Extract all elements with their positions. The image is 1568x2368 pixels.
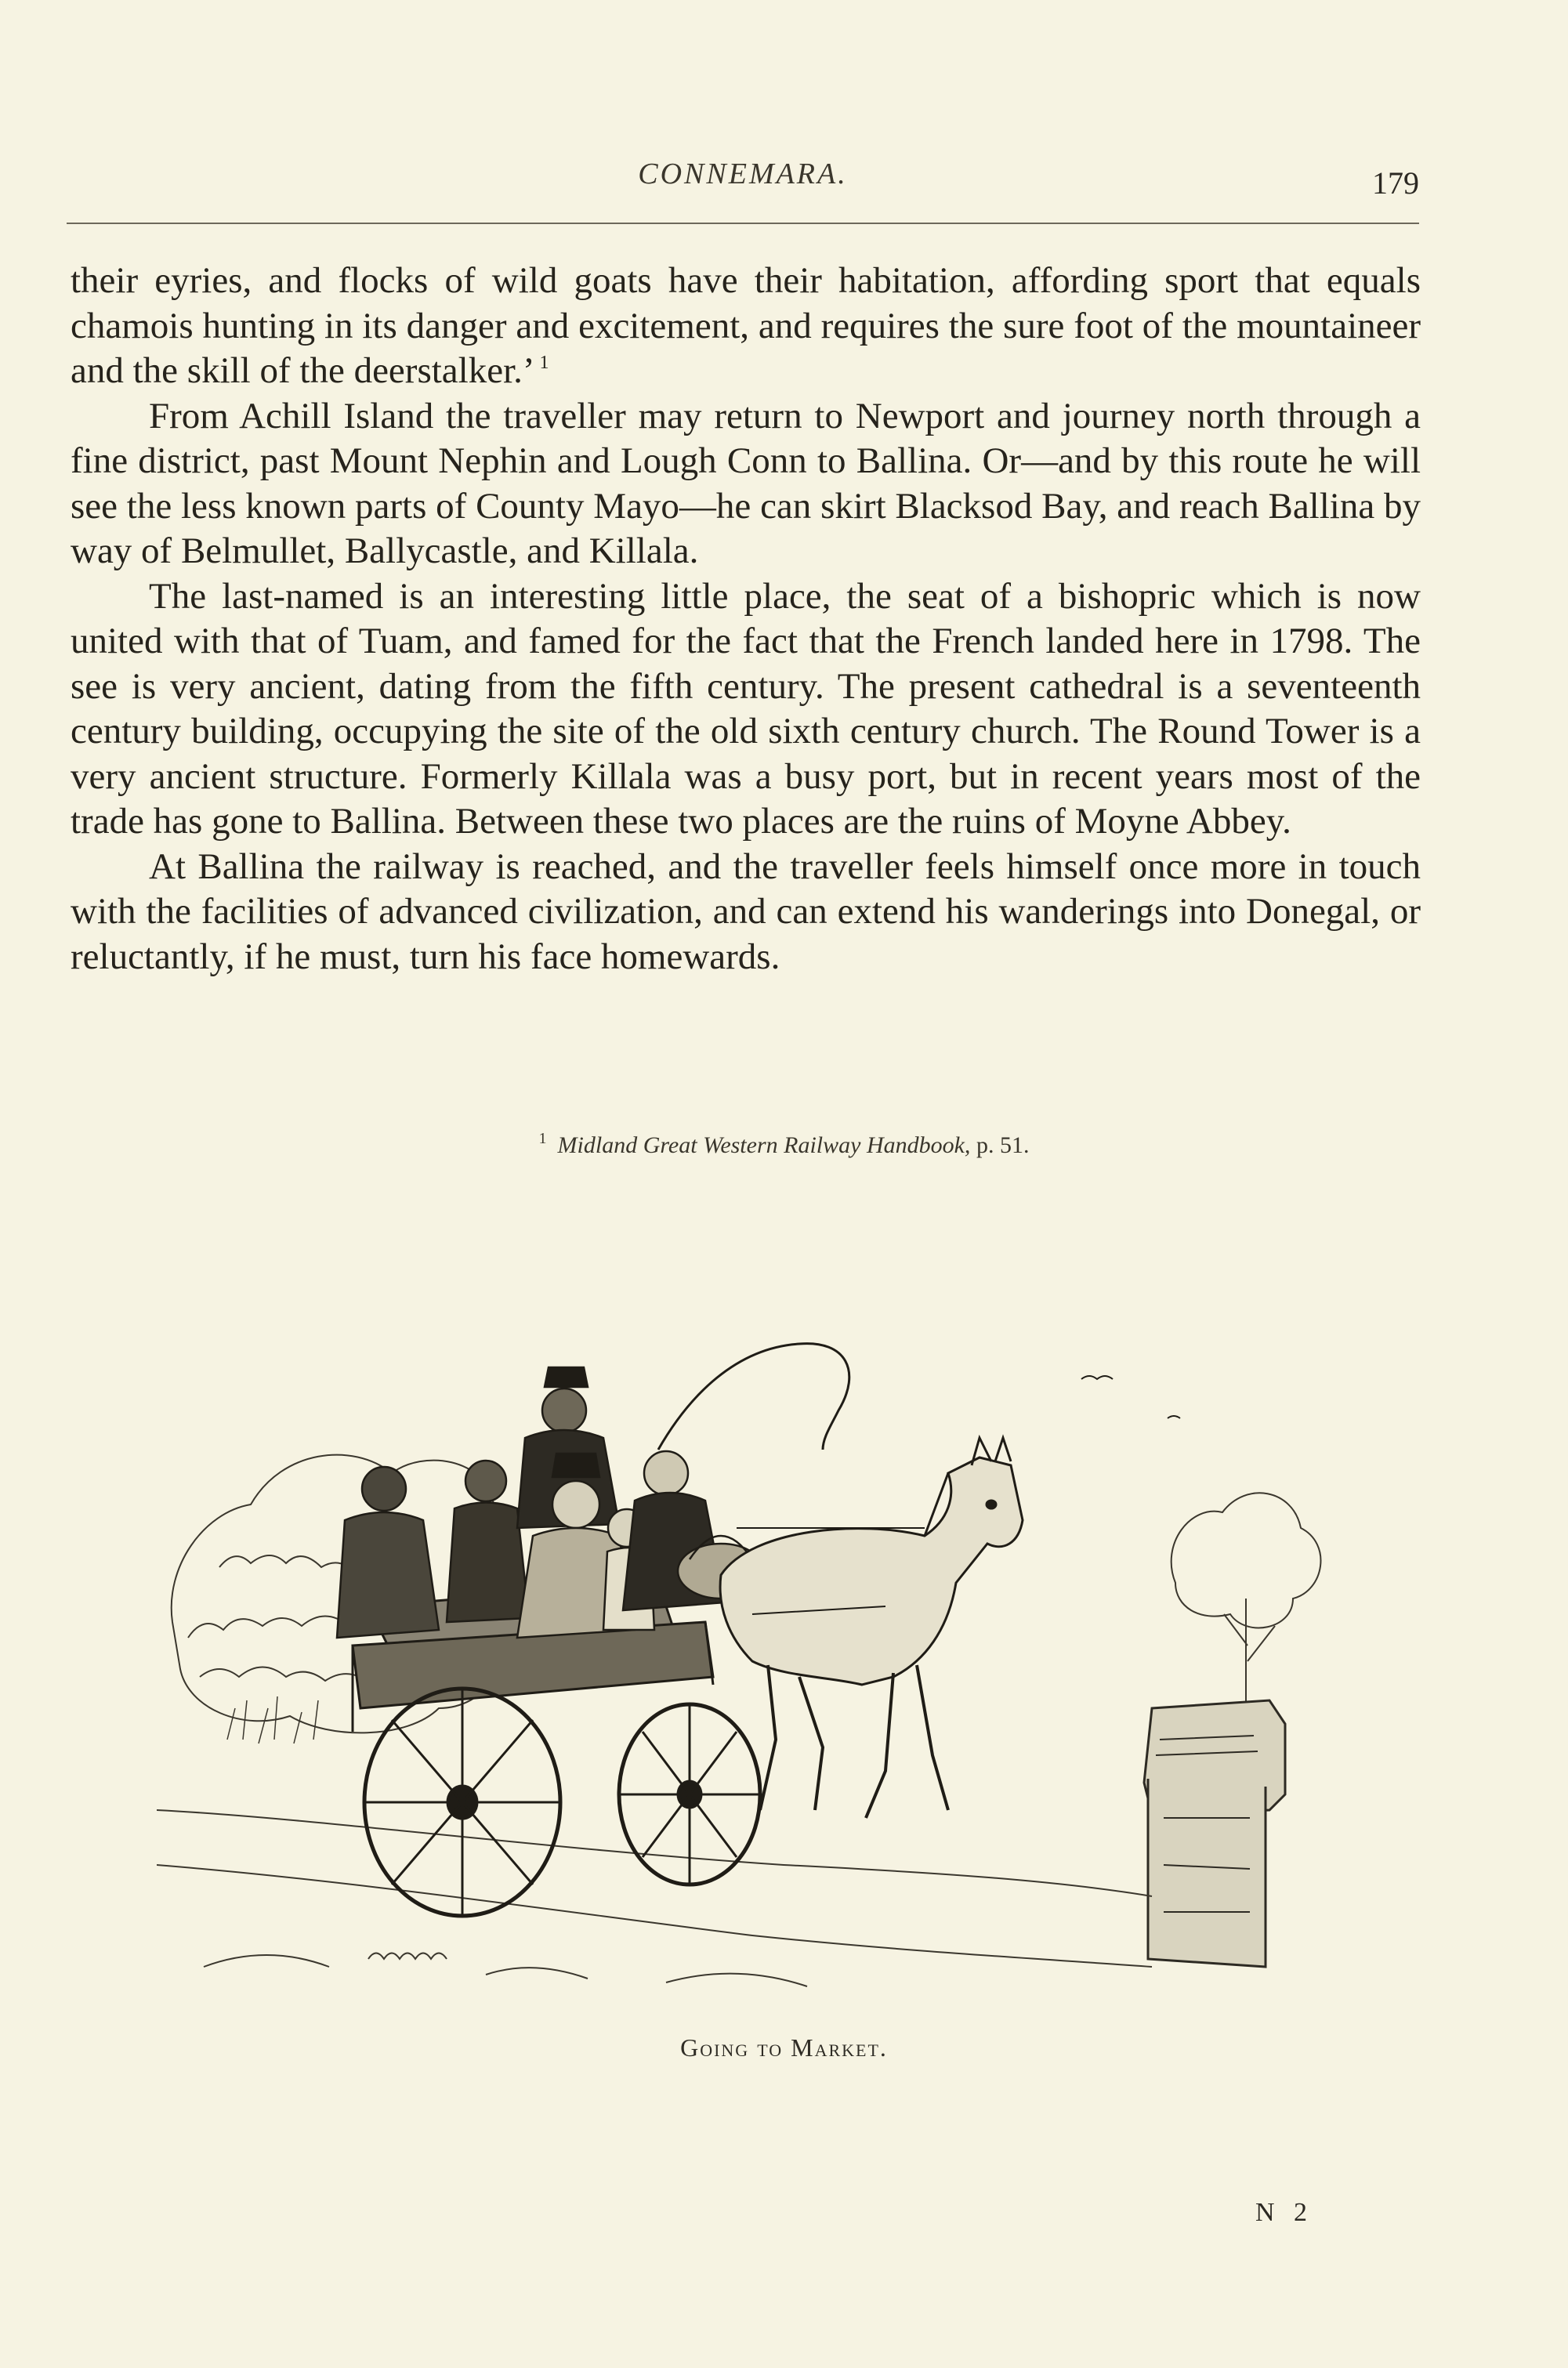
engraver-signature: [368, 1953, 447, 1960]
running-head: [67, 157, 1419, 201]
whip: [658, 1344, 849, 1450]
footnote-page: p. 51.: [976, 1132, 1030, 1158]
footnote: [0, 1130, 1568, 1159]
page-number: 179: [1372, 165, 1419, 201]
illustration-caption: Going to Market.: [680, 2033, 888, 2062]
paragraph-1: their eyries, and flocks of wild goats have their habitation, affording sport that equals chamois hunting in its danger and excitement, and requires the sure foot of the mountaineer and the skill of the deerstalker.’ $^1$: [71, 260, 1421, 391]
footnote-marker: 1: [538, 1130, 547, 1147]
footnote-reference[interactable]: 1: [539, 353, 549, 373]
chapter-title: CONNEMARA.: [638, 158, 848, 190]
cart-wheels: [364, 1689, 760, 1916]
signature-mark: N 2: [1255, 2198, 1313, 2227]
horse: [720, 1438, 1023, 1818]
paragraph-4: At Ballina the railway is reached, and the traveller feels himself once more in touch with the facilities of advanced civilization, and can extend his wanderings into Donegal, or reluctantly, if he must, turn his face homewards.: [71, 845, 1421, 977]
stone-gatepost: [1144, 1700, 1285, 1967]
paragraph-2: From Achill Island the traveller may return to Newport and journey north through a fine district, past Mount Nephin and Lough Conn to Ballina. Or—and by this route he will see the less known parts of County Mayo—he can skirt Blacksod Bay, and reach Ballina by way of Belmullet, Ballycastle, and Killala.: [71, 395, 1421, 571]
paragraph-3: The last-named is an interesting little place, the seat of a bishopric which is now united with that of Tuam, and famed for the fact that the French landed here in 1798. The see is very ancient, dating from the fifth century. The present cathedral is a seventeenth century building, occupying the site of the old sixth century church. The Round Tower is a very ancient structure. Formerly Killala was a busy port, but in recent years most of the trade has gone to Ballina. Between these two places are the ruins of Moyne Abbey.: [71, 575, 1421, 842]
illustration-going-to-market: [157, 1269, 1379, 2006]
body-text: [71, 259, 1421, 979]
footnote-source: Midland Great Western Railway Handbook,: [557, 1132, 971, 1158]
passengers: [337, 1367, 764, 1638]
header-rule: [67, 223, 1419, 224]
birds: [1081, 1376, 1180, 1418]
